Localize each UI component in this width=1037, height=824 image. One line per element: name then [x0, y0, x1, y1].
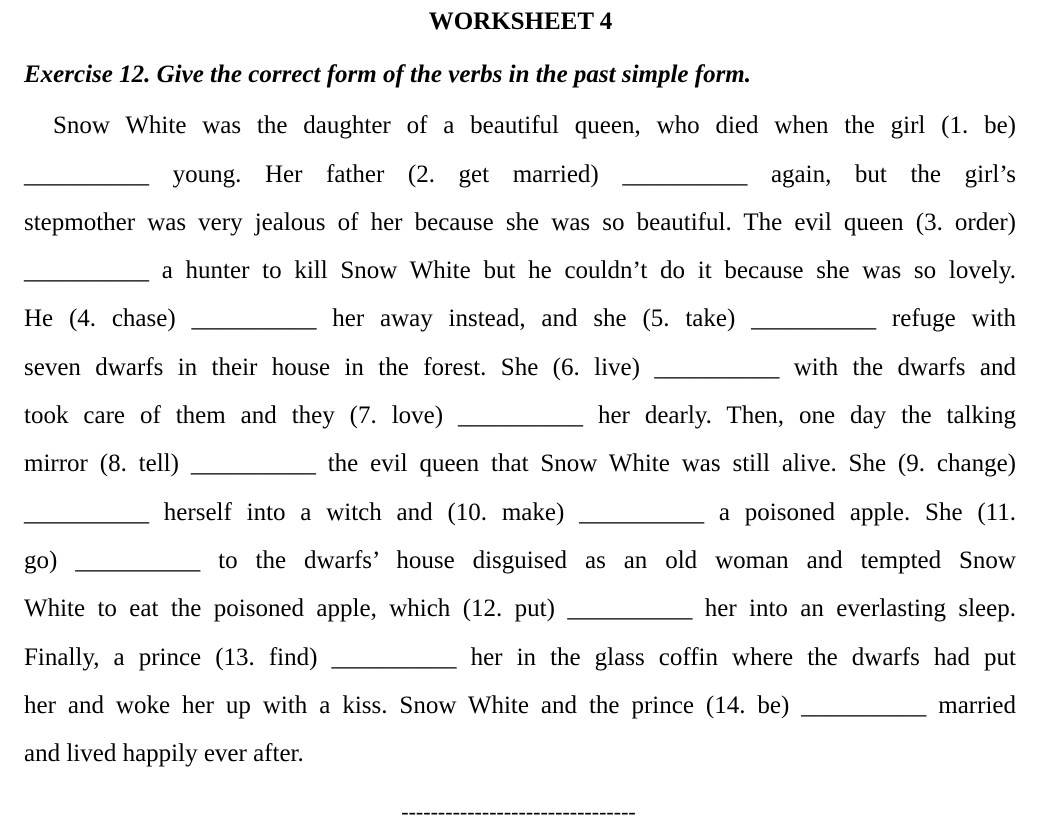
passage-line-2: __________ young. Her father (2. get married) __________ again, but the girl’s — [24, 161, 1016, 188]
passage-line-9: __________ herself into a witch and (10. make) __________ a poisoned apple. She (11. — [24, 499, 1016, 526]
passage-line-11: White to eat the poisoned apple, which (12. put) __________ her into an everlasting sleep. — [24, 595, 1016, 622]
passage-line-10: go) __________ to the dwarfs’ house disguised as an old woman and tempted Snow — [24, 547, 1016, 574]
passage-line-7: took care of them and they (7. love) __________ her dearly. Then, one day the talking — [24, 402, 1016, 429]
worksheet-title: WORKSHEET 4 — [428, 8, 613, 35]
exercise-heading: Exercise 12. Give the correct form of the verbs in the past simple form. — [24, 61, 752, 88]
passage-line-14: and lived happily ever after. — [24, 740, 304, 767]
passage-line-8: mirror (8. tell) __________ the evil queen that Snow White was still alive. She (9. change) — [24, 450, 1016, 477]
section-divider: -------------------------------- — [401, 799, 636, 824]
passage-line-4: __________ a hunter to kill Snow White but he couldn’t do it because she was so lovely. — [24, 257, 1016, 284]
passage-line-1: Snow White was the daughter of a beautiful queen, who died when the girl (1. be) — [53, 112, 1016, 139]
passage-line-12: Finally, a prince (13. find) __________ her in the glass coffin where the dwarfs had put — [24, 644, 1016, 671]
passage-line-3: stepmother was very jealous of her because she was so beautiful. The evil queen (3. order) — [24, 209, 1016, 236]
passage-line-6: seven dwarfs in their house in the forest. She (6. live) __________ with the dwarfs and — [24, 354, 1016, 381]
passage-line-5: He (4. chase) __________ her away instead, and she (5. take) __________ refuge with — [24, 305, 1016, 332]
passage-line-13: her and woke her up with a kiss. Snow White and the prince (14. be) __________ married — [24, 692, 1016, 719]
